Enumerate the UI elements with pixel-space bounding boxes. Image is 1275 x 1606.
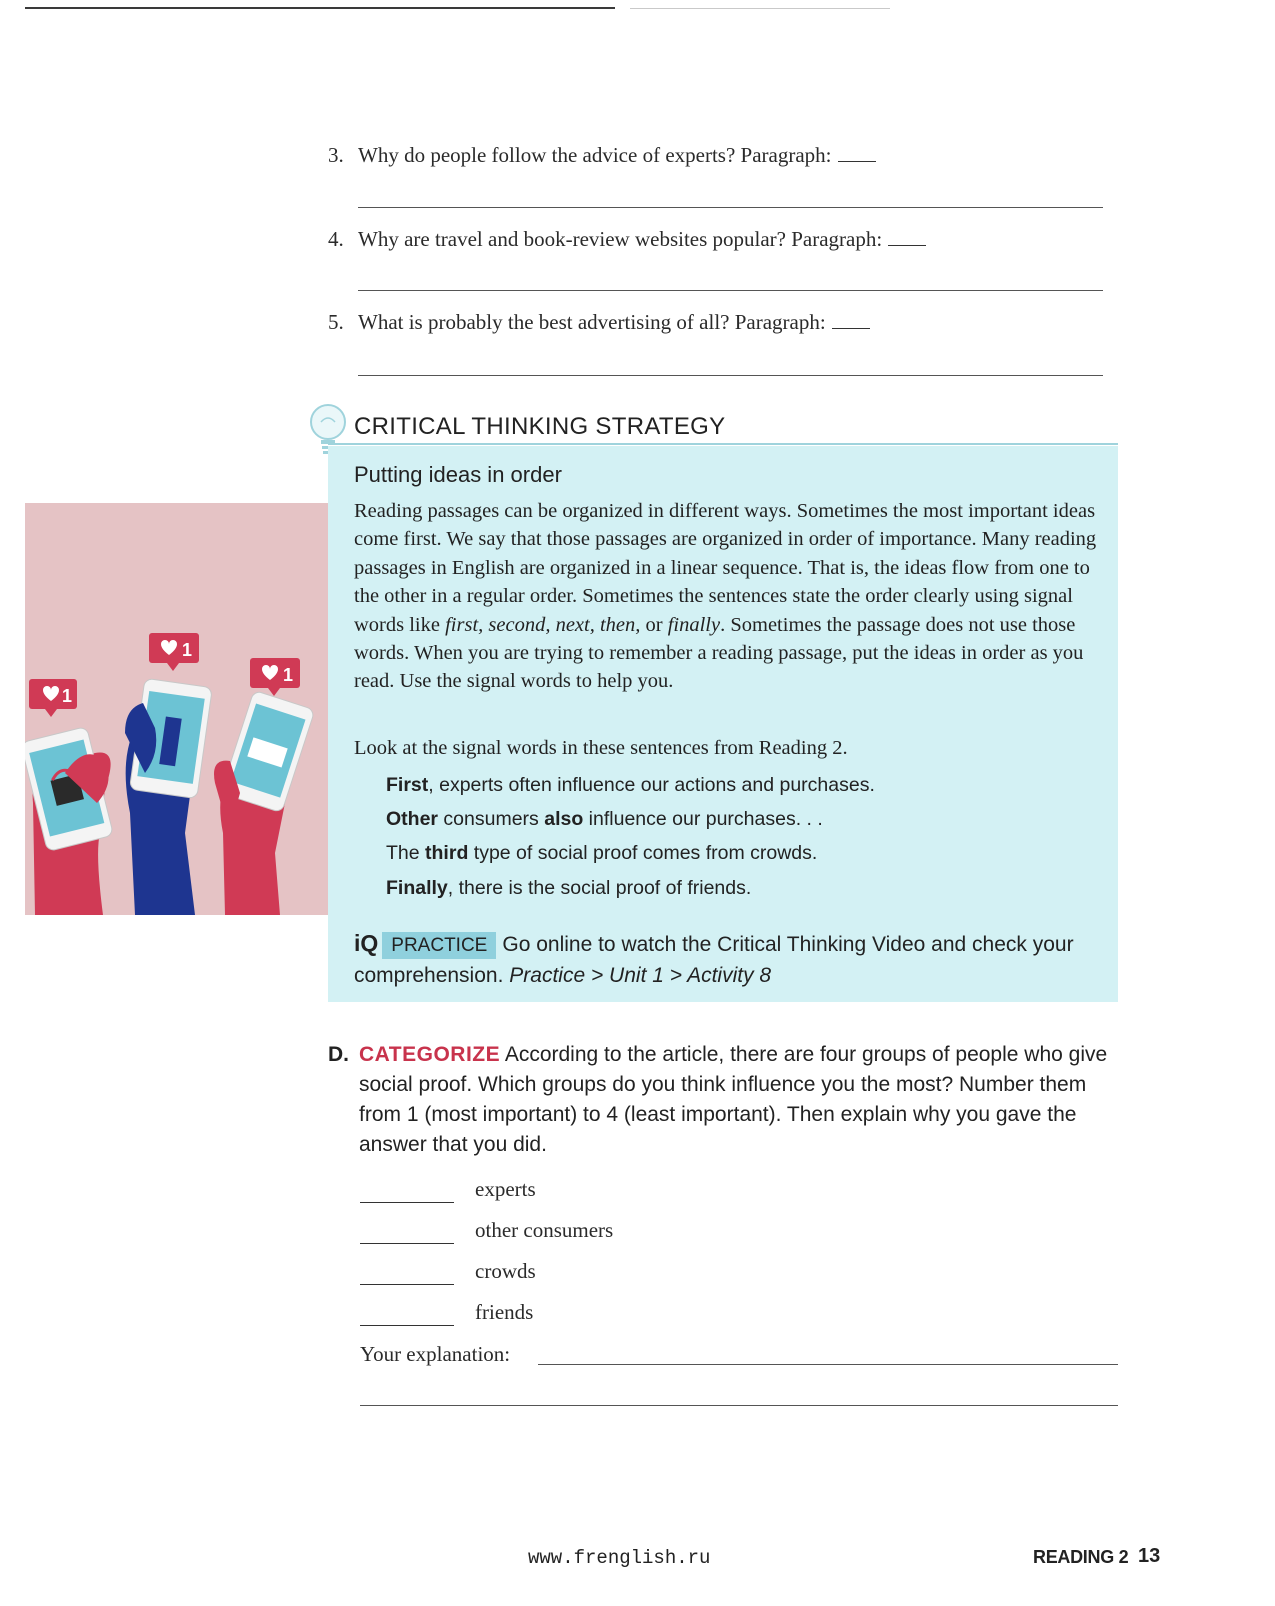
answer-line[interactable] [358,207,1103,208]
answer-line[interactable] [358,290,1103,291]
explanation-line[interactable] [538,1364,1118,1365]
paragraph-blank[interactable] [888,244,926,246]
paragraph-blank[interactable] [838,160,876,162]
question-3: 3. Why do people follow the advice of experts? Paragraph: [328,143,876,168]
iq-logo: iQ [354,930,379,956]
answer-line[interactable] [358,375,1103,376]
top-rule-faint [630,8,890,9]
rank-item: crowds [360,1259,536,1285]
iq-text: Go online to watch the Critical Thinking Video and check your comprehension. [354,933,1074,987]
activity-instructions: According to the article, there are four groups of people who give social proof. Which groups do you think influence you the most? Number them from 1 (most important) to 4 (least important). Then explain why you gave the answer that you did. [359,1043,1108,1156]
rank-blank[interactable] [360,1218,454,1244]
strategy-subtitle: Putting ideas in order [354,462,562,487]
hands-with-phones-image [25,503,328,915]
practice-tag: PRACTICE [382,932,496,959]
footer-url[interactable]: www.frenglish.ru [528,1547,711,1569]
question-4: 4. Why are travel and book-review websites popular? Paragraph: [328,227,926,252]
rank-item: other consumers [360,1218,613,1244]
page-number: 13 [1138,1545,1161,1567]
rank-blank[interactable] [360,1300,454,1326]
question-5: 5. What is probably the best advertising of all? Paragraph: [328,310,870,335]
question-text: Why do people follow the advice of experts? Paragraph: [358,143,832,167]
strategy-look-text: Look at the signal words in these sentences from Reading 2. [354,737,848,759]
strategy-rule [328,443,1118,445]
like-count: 1 [182,640,193,660]
rank-item: experts [360,1177,536,1203]
iq-path[interactable]: Practice > Unit 1 > Activity 8 [509,964,772,987]
rank-blank[interactable] [360,1177,454,1203]
rank-blank[interactable] [360,1259,454,1285]
example-sentence: Other consumers also influence our purchases. . . [386,808,823,830]
explanation-line[interactable] [360,1405,1118,1406]
example-sentence: Finally, there is the social proof of friends. [386,877,752,899]
example-sentence: First, experts often influence our actions and purchases. [386,774,875,796]
rank-item: friends [360,1300,533,1326]
footer-section: READING 2 [1033,1547,1129,1567]
activity-letter: D. [328,1043,349,1066]
activity-label: CATEGORIZE [359,1043,501,1066]
social-media-illustration [25,503,328,915]
strategy-title: CRITICAL THINKING STRATEGY [354,413,726,440]
paragraph-blank[interactable] [832,327,870,329]
question-text: What is probably the best advertising of all? Paragraph: [358,310,826,334]
top-rule [25,7,615,9]
explanation-label: Your explanation: [360,1342,511,1366]
like-count: 1 [283,665,294,685]
activity-d [328,1040,1118,1160]
example-sentence: The third type of social proof comes from crowds. [386,842,818,864]
strategy-paragraph: Reading passages can be organized in different ways. Sometimes the most important ideas come first. We say that those passages are organized in order of importance. Many reading passages in English are organized in a linear sequence. That is, the ideas flow from one to the other in a regular order. Sometimes the sentences state the order clearly using signal words like first, second, next, then, or finally. Sometimes the passage does not use those words. When you are trying to remember a reading passage, put the ideas in order as you read. Use the signal words to help you. [354,500,1097,693]
iq-practice-note [354,928,1094,991]
question-text: Why are travel and book-review websites popular? Paragraph: [358,227,883,251]
like-count: 1 [62,686,73,706]
